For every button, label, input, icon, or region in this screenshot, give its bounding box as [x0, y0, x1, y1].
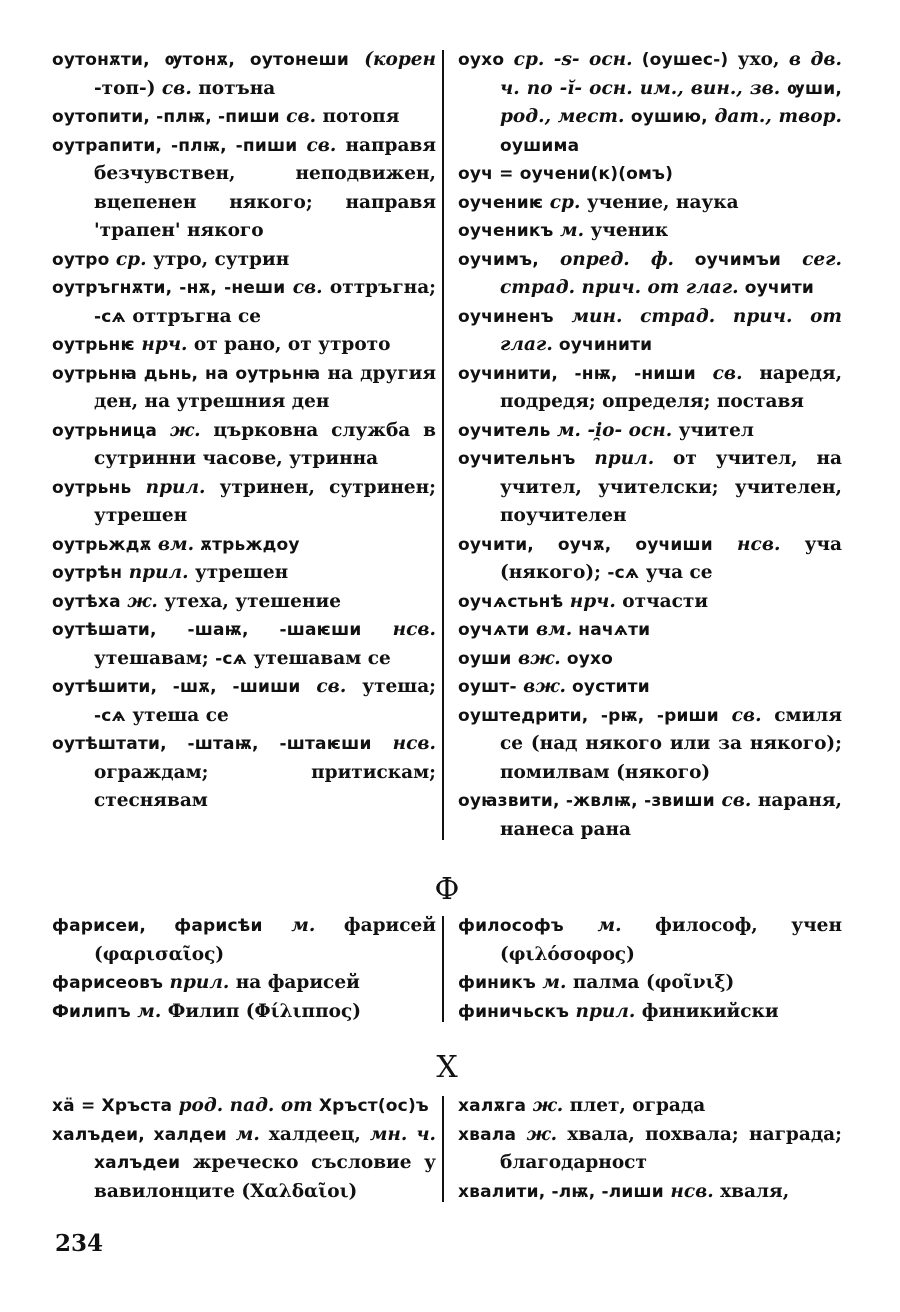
headword: философъ — [458, 916, 564, 936]
grammar-label: опред. ф. — [538, 248, 674, 270]
grammar-label: м. — [226, 1123, 260, 1145]
headword: оучиненъ — [458, 306, 554, 327]
grammar-label: вж. — [516, 676, 566, 697]
definition: потопя — [316, 106, 400, 127]
old-bulgarian-form: оушима — [500, 135, 580, 156]
old-bulgarian-form: оучити — [738, 278, 815, 298]
grammar-label: м. — [262, 915, 316, 936]
dictionary-entry — [458, 360, 842, 417]
headword: оуши — [458, 648, 512, 669]
definition: плет, ограда — [563, 1095, 706, 1116]
dictionary-entry — [458, 417, 842, 446]
definition: направя безчувствен, неподвижен, вцепенен някого; направя 'трапен' някого — [94, 134, 436, 241]
grammar-label: ж. — [526, 1095, 564, 1116]
old-bulgarian-form: оучинити — [552, 335, 653, 355]
grammar-label: в дв. ч. по -ĭ- осн. им., вин., зв. — [500, 49, 842, 99]
headword: оученикъ — [458, 221, 554, 241]
dictionary-entry — [458, 969, 842, 998]
dictionary-entry — [52, 1092, 436, 1121]
definition: хвала, похвала; награда; благодарност — [500, 1123, 842, 1173]
headword: оутѣшити, -шѫ, -шиши — [52, 677, 301, 697]
grammar-label: нсв. — [371, 733, 436, 754]
headword: оутѣшати, -шаѭ, -шаѥши — [52, 620, 362, 640]
old-bulgarian-form: ѫтрьждоу — [194, 534, 300, 555]
grammar-label: св. — [161, 77, 192, 99]
grammar-label: дат., твор. — [707, 106, 842, 127]
definition: хваля, — [713, 1180, 790, 1202]
definition: утро, сутрин — [146, 248, 290, 270]
headword: оутонѫти, ѹтонѫ, оутонеши — [52, 50, 349, 70]
headword: оуч = оучени(к)(омъ) — [458, 164, 674, 184]
dictionary-entry — [52, 132, 436, 246]
definition: нараня, нанеса рана — [500, 790, 842, 840]
dictionary-entry — [458, 246, 842, 303]
grammar-label: св. — [300, 676, 347, 697]
dictionary-entry — [458, 673, 842, 702]
old-bulgarian-form: (оушес-) — [632, 50, 729, 70]
headword: финикъ — [458, 973, 536, 993]
dictionary-entry — [458, 1121, 842, 1178]
headword: оутрьница — [52, 420, 158, 441]
dictionary-entry — [458, 303, 842, 360]
definition: потъна — [191, 77, 276, 99]
definition: ограждам; притискам; стеснявам — [94, 761, 436, 811]
headword: оутрьнꙗ дьнь, на оутрьнꙗ — [52, 363, 321, 384]
grammar-label: прил. — [575, 448, 655, 469]
left-column — [52, 46, 442, 844]
definition: наредя, подредя; определя; поставя — [500, 362, 843, 412]
definition: уча (някого); — [500, 533, 842, 583]
definition: халдеец, — [259, 1123, 370, 1145]
old-bulgarian-form: оучимъи — [673, 249, 782, 270]
headword: оутрьждѫ — [52, 534, 152, 555]
dictionary-entry — [458, 787, 842, 844]
grammar-label: ср. — [543, 191, 581, 213]
dictionary-entry — [458, 702, 842, 788]
definition: на фарисей — [229, 972, 360, 993]
grammar-label: св. — [718, 704, 762, 726]
dictionary-entry — [458, 46, 842, 160]
grammar-label: прил. — [131, 476, 206, 498]
section-f — [52, 912, 842, 1026]
old-bulgarian-form: халъдеи — [94, 1153, 181, 1173]
dictionary-entry — [458, 1092, 842, 1121]
grammar-label: мн. ч. — [369, 1123, 436, 1145]
headword: оутръгнѫти, -нѫ, -неши — [52, 278, 286, 298]
headword: оутрьнѥ — [52, 335, 135, 355]
dictionary-entry — [52, 46, 436, 103]
grammar-label: ж. — [120, 590, 158, 612]
letter-heading-h: Х — [436, 1050, 458, 1085]
definition: жреческо съсловие у вавилонците (Χαλδαῖοι) — [94, 1152, 436, 1202]
letter-heading-f: Ф — [434, 872, 460, 907]
definition: утрешен — [188, 562, 289, 583]
definition: утешавам; — [94, 647, 216, 669]
definition: утешавам се — [247, 647, 391, 669]
old-bulgarian-form: оухо — [560, 648, 614, 669]
definition: философ, учен (φιλόσοφος) — [500, 915, 842, 965]
old-bulgarian-form: Хръст(ос)ъ — [312, 1096, 429, 1116]
grammar-label: м. — [553, 220, 585, 241]
definition: от учител, на учител, учителски; учителен, поучителен — [500, 448, 842, 526]
dictionary-entry — [52, 998, 436, 1027]
grammar-label: ср. -s- осн. — [504, 49, 633, 70]
headword: оушт- — [458, 677, 517, 697]
dictionary-entry — [52, 588, 436, 617]
grammar-label: род. пад. от — [172, 1095, 313, 1116]
headword: халѫга — [458, 1096, 527, 1116]
headword: оухо — [458, 50, 505, 70]
dictionary-entry — [458, 531, 842, 588]
headword: оучитель — [458, 420, 551, 441]
grammar-label: сег. страд. прич. от глаг. — [500, 248, 842, 298]
dictionary-entry — [458, 588, 842, 617]
definition: Филип (Φίλιππος) — [161, 1000, 361, 1022]
dictionary-entry — [458, 645, 842, 674]
definition: оттръгна; — [322, 277, 437, 298]
definition: утеха, утешение — [157, 590, 341, 612]
dictionary-entry — [52, 673, 436, 730]
dictionary-entry — [52, 531, 436, 560]
definition: църковна служба в сутринни часове, утринна — [94, 419, 436, 469]
grammar-label: ж. — [157, 419, 201, 441]
definition: от рано, от утрото — [187, 334, 391, 355]
grammar-label: вж. — [511, 647, 561, 669]
dictionary-entry — [52, 274, 436, 331]
definition: на другия ден, на утрешния ден — [94, 362, 436, 412]
old-bulgarian-form: -сѧ — [607, 563, 640, 583]
definition: оттръгна се — [125, 305, 262, 327]
headword: оутѣштати, -штаѭ, -штаѥши — [52, 734, 372, 754]
grammar-label: ср. — [109, 248, 147, 270]
page-number: 234 — [55, 1230, 104, 1257]
headword: оуꙗзвити, -жвлѭ, -звиши — [458, 791, 715, 811]
grammar-label: м. — [130, 1000, 162, 1022]
left-column — [52, 912, 442, 1026]
grammar-label: св. — [714, 790, 752, 811]
definition: ухо, — [728, 49, 789, 70]
headword: финичьскъ — [458, 1001, 570, 1022]
old-bulgarian-form: -сѧ — [215, 648, 248, 669]
dictionary-entry — [52, 103, 436, 132]
definition: ученик — [584, 220, 669, 241]
grammar-label: нрч. — [563, 590, 616, 612]
definition: смиля се (над някого или за някого); помилвам (някого) — [500, 704, 842, 783]
dictionary-entry — [458, 160, 842, 189]
dictionary-entry — [458, 445, 842, 531]
grammar-label: вм. — [151, 533, 195, 555]
dictionary-entry — [52, 912, 436, 969]
right-column — [444, 46, 842, 844]
grammar-label: св. — [297, 134, 337, 156]
grammar-label: прил. — [122, 562, 189, 583]
grammar-label: св. — [695, 362, 743, 384]
dictionary-entry — [458, 1178, 842, 1207]
definition: палма (φοῖνιξ) — [566, 972, 735, 993]
headword: оуштедрити, -рѭ, -риши — [458, 705, 719, 726]
headword: оутрѣн — [52, 563, 123, 583]
definition: -топ-) — [94, 77, 162, 99]
grammar-label: род., мест. — [500, 106, 625, 127]
headword: хӓ = Хръста — [52, 1096, 173, 1116]
grammar-label: прил. — [569, 1000, 636, 1022]
dictionary-entry — [52, 969, 436, 998]
dictionary-entry — [52, 360, 436, 417]
headword: оутопити, -плѭ, -пиши — [52, 107, 280, 127]
headword: фарисеи, фарисѣи — [52, 916, 263, 936]
headword: оутѣха — [52, 591, 121, 612]
definition: учение, наука — [580, 191, 739, 213]
definition: финикийски — [635, 1000, 779, 1022]
headword: хвалити, -лѭ, -лиши — [458, 1181, 664, 1202]
definition: учител — [672, 419, 754, 441]
headword: оутрьнь — [52, 477, 132, 498]
headword: оучениѥ — [458, 192, 544, 213]
grammar-label: м. -i̯o- осн. — [550, 419, 673, 441]
old-bulgarian-form: оустити — [565, 677, 650, 697]
grammar-label: св. — [279, 106, 317, 127]
dictionary-entry — [52, 474, 436, 531]
left-column — [52, 1092, 442, 1206]
headword: оучѧстьнѣ — [458, 591, 564, 612]
headword: оутрапити, -плѭ, -пиши — [52, 135, 298, 156]
headword: оучинити, -нѭ, -ниши — [458, 363, 696, 384]
headword: оучити, оучѫ, оучиши — [458, 534, 713, 555]
right-column — [444, 912, 842, 1026]
grammar-label: ж. — [516, 1123, 558, 1145]
dictionary-entry — [52, 1121, 436, 1207]
dictionary-entry — [52, 730, 436, 816]
dictionary-entry — [458, 217, 842, 246]
headword: оутро — [52, 249, 110, 270]
dictionary-entry — [458, 912, 842, 969]
dictionary-entry — [458, 189, 842, 218]
dictionary-entry — [458, 998, 842, 1027]
grammar-label: вм. — [529, 619, 573, 640]
grammar-label: св. — [285, 277, 323, 298]
grammar-label: прил. — [163, 972, 230, 993]
headword: халъдеи, халдеи — [52, 1124, 227, 1145]
grammar-label: м. — [535, 972, 567, 993]
right-column — [444, 1092, 842, 1206]
old-bulgarian-form: начѧти — [572, 620, 651, 640]
definition: отчасти — [615, 590, 709, 612]
grammar-label: нсв. — [361, 619, 436, 640]
definition: уча се — [639, 562, 713, 583]
dictionary-entry — [52, 616, 436, 673]
definition: фарисей (φαρισαῖος) — [94, 915, 436, 965]
headword: фарисеовъ — [52, 973, 164, 993]
headword: Филипъ — [52, 1001, 131, 1022]
grammar-label: нсв. — [712, 533, 781, 555]
headword: оучимъ, — [458, 249, 539, 270]
definition: утеша се — [125, 704, 229, 726]
grammar-label: нрч. — [134, 334, 188, 355]
headword: оучительнъ — [458, 449, 576, 469]
grammar-label: м. — [563, 915, 622, 936]
definition: утеша; — [346, 676, 437, 697]
old-bulgarian-form: -сѧ — [94, 705, 126, 726]
section-h — [52, 1092, 842, 1206]
dictionary-entry — [52, 246, 436, 275]
dictionary-entry — [458, 616, 842, 645]
dictionary-entry — [52, 417, 436, 474]
dictionary-entry — [52, 559, 436, 588]
definition: утринен, сутринен; утрешен — [94, 476, 436, 526]
dictionary-entry — [52, 331, 436, 360]
grammar-label: (корен — [349, 49, 437, 70]
headword: оучѧти — [458, 620, 530, 640]
section-u — [52, 46, 842, 844]
headword: хвала — [458, 1124, 517, 1145]
grammar-label: мин. страд. прич. от глаг. — [500, 305, 842, 355]
old-bulgarian-form: -сѧ — [94, 306, 126, 327]
old-bulgarian-form: оушию, — [624, 107, 708, 127]
grammar-label: нсв. — [663, 1180, 714, 1202]
old-bulgarian-form: ѹши, — [780, 78, 842, 99]
